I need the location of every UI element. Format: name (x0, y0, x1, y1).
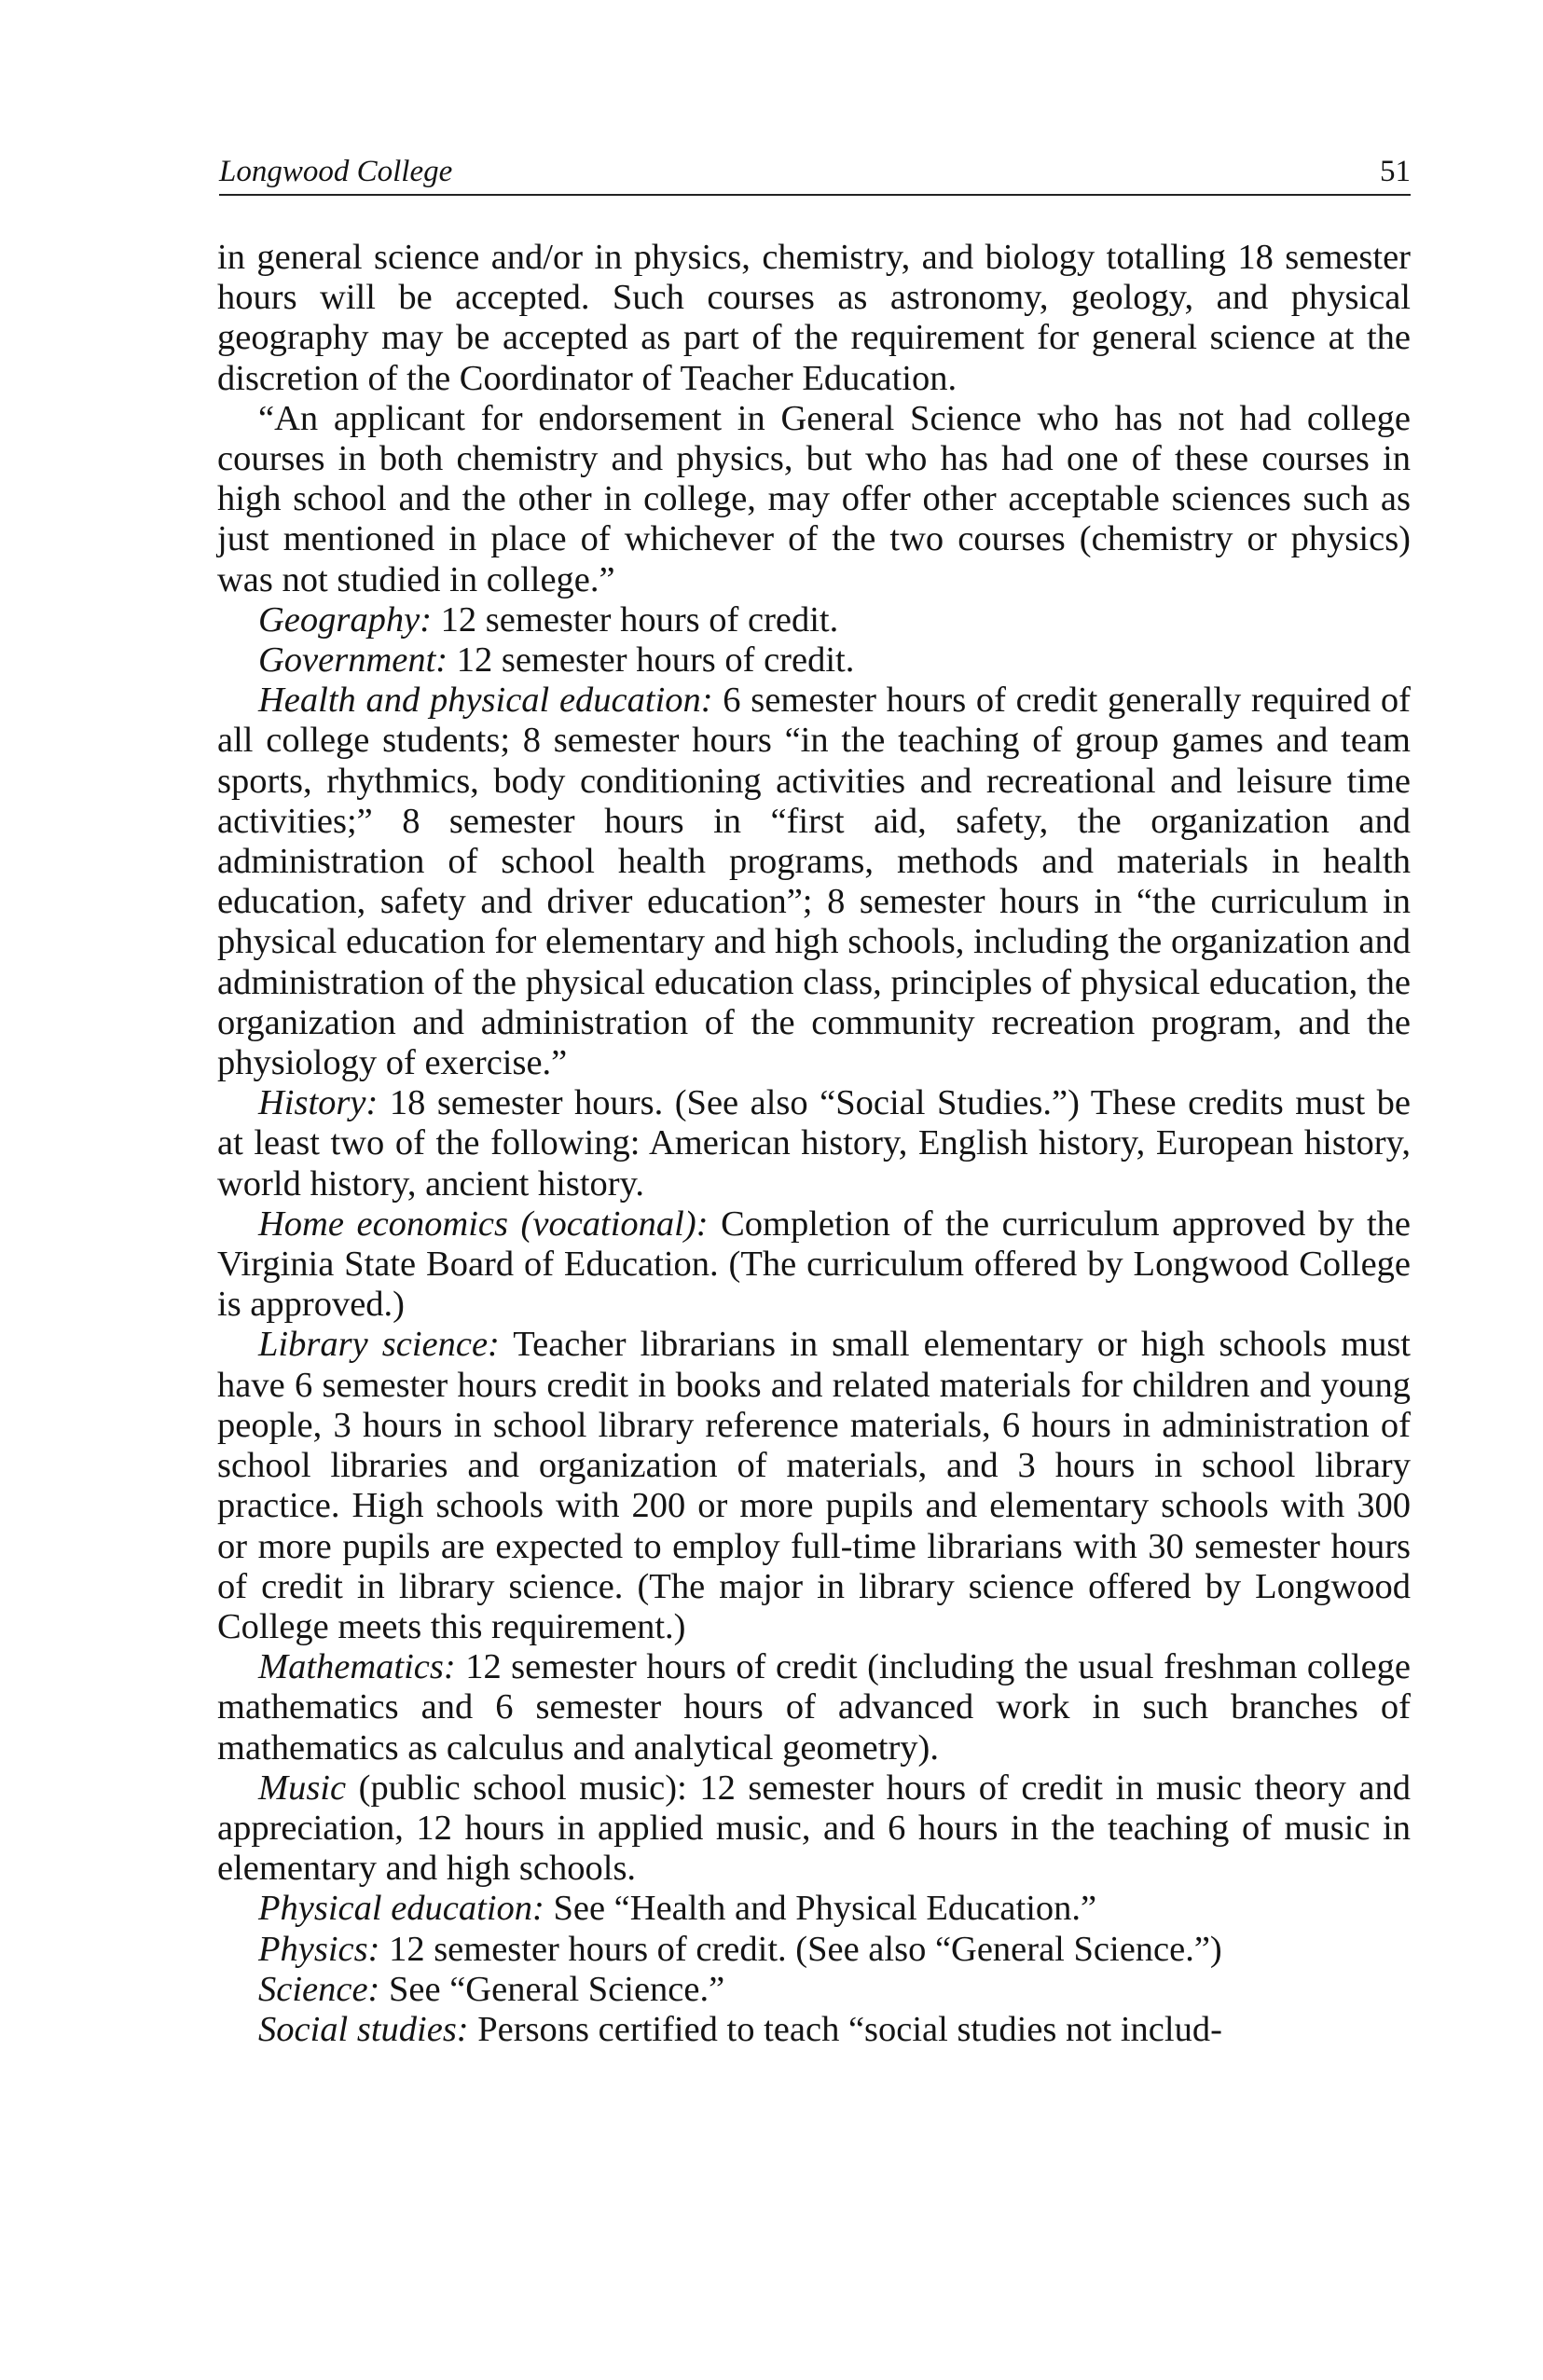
subject-heading: Social studies: (258, 2009, 469, 2049)
subject-heading: Mathematics: (258, 1647, 456, 1687)
paragraph-text: Persons certified to teach “social studies not includ- (468, 2009, 1222, 2049)
subject-heading: Home economics (vocational): (258, 1204, 709, 1244)
page-number: 51 (1380, 155, 1411, 188)
paragraph-text: See “Health and Physical Education.” (544, 1889, 1097, 1929)
paragraph-text: in general science and/or in physics, chemistry, and biology totalling 18 semester hours will be accepted. Such courses as astronomy, geology, and physical geography may be accepted as part of the requirement for general science at the discretion of the Coordinator of Teacher Education. (217, 238, 1411, 398)
paragraph-text: 12 semester hours of credit. (432, 599, 839, 640)
paragraph-social-studies (217, 2010, 1411, 2050)
paragraph-text: 12 semester hours of credit (including the usual freshman college mathematics and 6 semester hours of advanced work in such branches of mathematics as calculus and analytical geometry). (217, 1647, 1411, 1768)
paragraph-history (217, 1083, 1411, 1204)
paragraph-text: “An applicant for endorsement in General Science who has not had college courses in both chemistry and physics, but who has had one of these courses in high school and the other in college, may offer other acceptable sciences such as just mentioned in place of whichever of the two courses (chemistry or physics) was not studied in college.” (217, 398, 1411, 599)
paragraph-library-science (217, 1325, 1411, 1647)
subject-heading: Physics: (258, 1929, 380, 1969)
subject-heading: Government: (258, 640, 448, 681)
paragraph-government (217, 640, 1411, 681)
paragraph-text: 6 semester hours of credit generally required of all college students; 8 semester hours “in the teaching of group games and team sports, rhythmics, body conditioning activities and recreational and leisure time activities;” 8 semester hours in “first aid, safety, the organization and administration of school health programs, methods and materials in health education, safety and driver education”; 8 semester hours in “the curriculum in physical education for elementary and high schools, including the organization and administration of the physical education class, principles of physical education, the organization and administration of the community recreation program, and the physiology of exercise.” (217, 681, 1411, 1083)
subject-heading: Physical education: (258, 1889, 544, 1929)
subject-heading: Geography: (258, 599, 433, 640)
body-text (217, 238, 1411, 2050)
running-head (219, 153, 1411, 196)
paragraph-text: 12 semester hours of credit. (448, 640, 855, 681)
paragraph-general-science-quote (217, 399, 1411, 600)
paragraph-physics (217, 1930, 1411, 1970)
paragraph-text: 18 semester hours. (See also “Social Studies.”) These credits must be at least two of the following: American history, English history, European history, world history, ancient history. (217, 1083, 1411, 1204)
paragraph-text: See “General Science.” (379, 1969, 725, 2009)
subject-heading: History: (258, 1083, 379, 1123)
subject-heading: Music (258, 1768, 347, 1808)
paragraph-health-physical-education (217, 681, 1411, 1083)
subject-heading: Library science: (258, 1325, 500, 1365)
paragraph-text: Completion of the curriculum approved by the Virginia State Board of Education. (The curriculum offered by Longwood College is approved.) (217, 1204, 1411, 1325)
paragraph-general-science-continued (217, 238, 1411, 399)
subject-heading: Science: (258, 1969, 380, 2009)
subject-heading: Health and physical education: (258, 681, 713, 721)
running-head-title: Longwood College (219, 155, 453, 188)
paragraph-science (217, 1970, 1411, 2010)
paragraph-text: Teacher librarians in small elementary or high schools must have 6 semester hours credit in books and related materials for children and young people, 3 hours in school library reference materials, 6 hours in administration of school libraries and organization of materials, and 3 hours in school library practice. High schools with 200 or more pupils and elementary schools with 300 or more pupils are expected to employ full-time librarians with 30 semester hours of credit in library science. (The major in library science offered by Longwood College meets this requirement.) (217, 1325, 1411, 1646)
paragraph-home-economics (217, 1204, 1411, 1326)
paragraph-music (217, 1768, 1411, 1890)
paragraph-physical-education (217, 1889, 1411, 1929)
paragraph-text: (public school music): 12 semester hours of credit in music theory and appreciation, 12 hours in applied music, and 6 hours in the teaching of music in elementary and high schools. (217, 1768, 1411, 1889)
paragraph-mathematics (217, 1647, 1411, 1768)
paragraph-geography (217, 600, 1411, 640)
paragraph-text: 12 semester hours of credit. (See also “General Science.”) (379, 1929, 1222, 1969)
